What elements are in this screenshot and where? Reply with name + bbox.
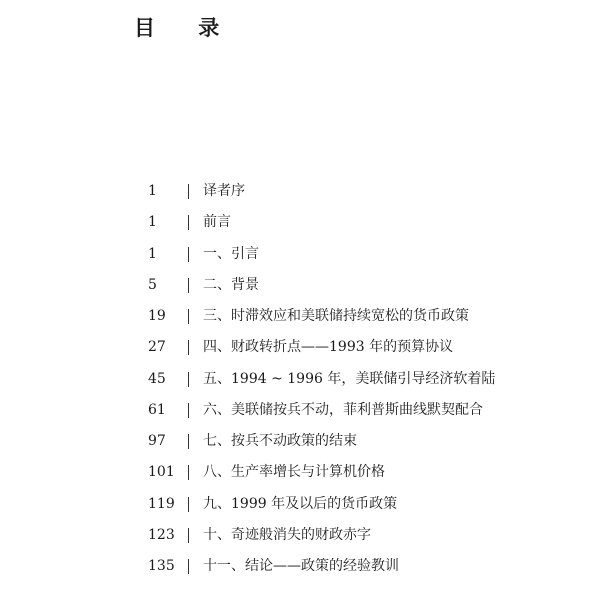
- toc-entry-title: 四、财政转折点——1993 年的预算协议: [203, 339, 454, 356]
- toc-page-number: 97: [148, 433, 166, 449]
- toc-separator: [188, 215, 189, 230]
- toc-entry: [0, 400, 600, 431]
- toc-entry: [0, 244, 600, 275]
- toc-entry-title: 十、奇迹般消失的财政赤字: [203, 526, 371, 543]
- toc-entry-title: 一、引言: [203, 245, 259, 262]
- toc-entry-title: 三、时滞效应和美联储持续宽松的货币政策: [203, 308, 469, 324]
- toc-entry: [0, 181, 600, 212]
- toc-entry-title: 六、美联储按兵不动，菲利普斯曲线默契配合: [203, 401, 483, 418]
- toc-entry-title: 译者序: [203, 183, 245, 199]
- toc-entry-title: 八、生产率增长与计算机价格: [203, 464, 385, 481]
- toc-entry-title: 十一、结论——政策的经验教训: [203, 558, 399, 574]
- toc-page-number: 101: [148, 464, 175, 481]
- toc-separator: [188, 309, 189, 324]
- toc-page-number: 5: [148, 276, 157, 293]
- toc-entry: [0, 431, 600, 462]
- toc-entry: [0, 525, 600, 556]
- toc-page-number: 135: [148, 558, 175, 574]
- toc-entry: [0, 494, 600, 525]
- toc-page-number: 1: [148, 214, 157, 231]
- toc-entry: [0, 306, 600, 337]
- toc-separator: [188, 528, 189, 543]
- toc-entry: [0, 337, 600, 368]
- toc-page-number: 45: [148, 370, 166, 387]
- toc-separator: [188, 497, 189, 512]
- toc-separator: [188, 247, 189, 262]
- toc-entry-title: 七、按兵不动政策的结束: [203, 433, 357, 449]
- toc-separator: [188, 372, 189, 387]
- toc-page-number: 27: [148, 339, 166, 356]
- toc-entry: [0, 212, 600, 243]
- toc-entry-title: 前言: [203, 214, 231, 231]
- table-of-contents: [0, 181, 600, 587]
- toc-separator: [188, 559, 189, 574]
- toc-separator: [188, 403, 189, 418]
- toc-page-number: 1: [148, 183, 157, 199]
- toc-page-number: 119: [148, 495, 175, 512]
- toc-separator: [188, 465, 189, 480]
- toc-page-number: 1: [148, 245, 157, 262]
- toc-entry-title: 九、1999 年及以后的货币政策: [203, 495, 398, 512]
- toc-page-number: 19: [148, 308, 166, 324]
- toc-entry: [0, 556, 600, 587]
- toc-entry: [0, 369, 600, 400]
- toc-separator: [188, 184, 189, 199]
- toc-separator: [188, 434, 189, 449]
- toc-entry: [0, 462, 600, 493]
- toc-page-number: 123: [148, 526, 175, 543]
- toc-separator: [188, 340, 189, 355]
- toc-entry-title: 二、背景: [203, 276, 259, 293]
- toc-page-number: 61: [148, 401, 166, 418]
- toc-entry-title: 五、1994 ~ 1996 年，美联储引导经济软着陆: [203, 370, 496, 387]
- toc-entry: [0, 275, 600, 306]
- toc-separator: [188, 278, 189, 293]
- page-title: 目 录: [134, 15, 238, 40]
